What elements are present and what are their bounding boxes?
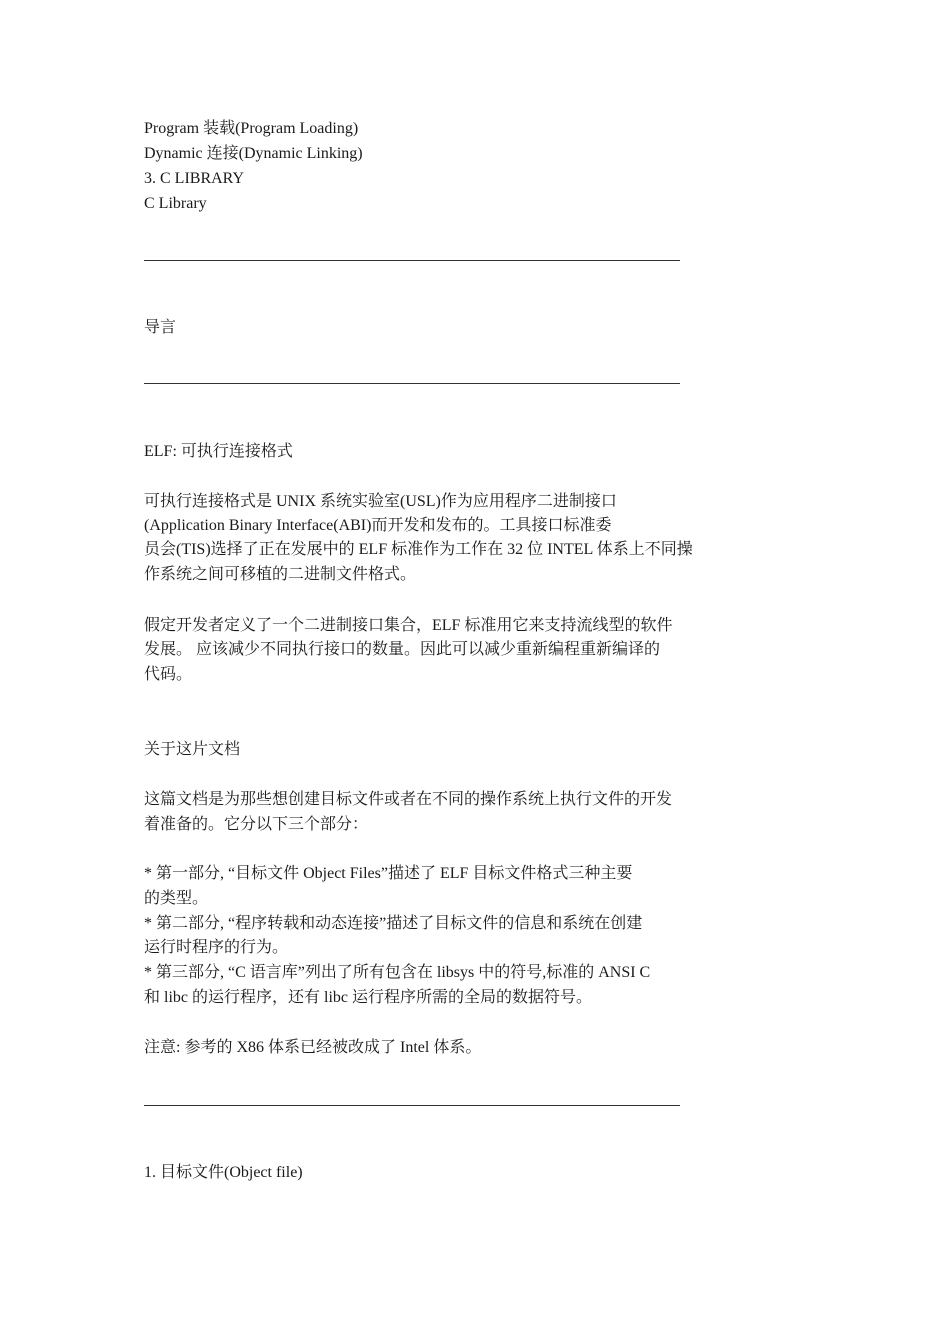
horizontal-rule (144, 1105, 680, 1106)
horizontal-rule (144, 260, 680, 261)
horizontal-rule (144, 383, 680, 384)
elf-para1-line: 员会(TIS)选择了正在发展中的 ELF 标准作为工作在 32 位 INTEL 体系上不同操 (144, 541, 693, 558)
elf-heading: ELF: 可执行连接格式 (144, 443, 293, 460)
about-heading: 关于这片文档 (144, 741, 241, 758)
section1-heading: 1. 目标文件(Object file) (144, 1164, 303, 1181)
about-list-line: * 第三部分, “C 语言库”列出了所有包含在 libsys 中的符号,标准的 ANSI C (144, 964, 651, 981)
about-list-line: 和 libc 的运行程序，还有 libc 运行程序所需的全局的数据符号。 (144, 989, 592, 1006)
toc-line-program-loading: Program 装载(Program Loading) (144, 120, 359, 137)
about-list-line: 的类型。 (144, 890, 209, 907)
about-list-line: * 第一部分, “目标文件 Object Files”描述了 ELF 目标文件格式三种主要 (144, 865, 633, 882)
elf-para1-line: (Application Binary Interface(ABI)而开发和发布的。工具接口标准委 (144, 517, 612, 534)
toc-line-c-library: C Library (144, 195, 207, 212)
about-para1-line: 着准备的。它分以下三个部分： (144, 816, 369, 833)
intro-heading: 导言 (144, 319, 177, 336)
toc-line-c-library-section: 3. C LIBRARY (144, 170, 245, 187)
toc-line-dynamic-linking: Dynamic 连接(Dynamic Linking) (144, 145, 363, 162)
elf-para1-line: 可执行连接格式是 UNIX 系统实验室(USL)作为应用程序二进制接口 (144, 493, 617, 510)
about-list-line: 运行时程序的行为。 (144, 939, 289, 956)
elf-para2-line: 假定开发者定义了一个二进制接口集合，ELF 标准用它来支持流线型的软件 (144, 617, 673, 634)
about-list-line: * 第二部分, “程序转载和动态连接”描述了目标文件的信息和系统在创建 (144, 915, 643, 932)
elf-para2-line: 代码。 (144, 666, 193, 683)
elf-para2-line: 发展。 应该减少不同执行接口的数量。因此可以减少重新编程重新编译的 (144, 641, 661, 658)
about-para1-line: 这篇文档是为那些想创建目标文件或者在不同的操作系统上执行文件的开发 (144, 791, 673, 808)
elf-para1-line: 作系统之间可移植的二进制文件格式。 (144, 566, 417, 583)
about-note: 注意: 参考的 X86 体系已经被改成了 Intel 体系。 (144, 1039, 482, 1056)
